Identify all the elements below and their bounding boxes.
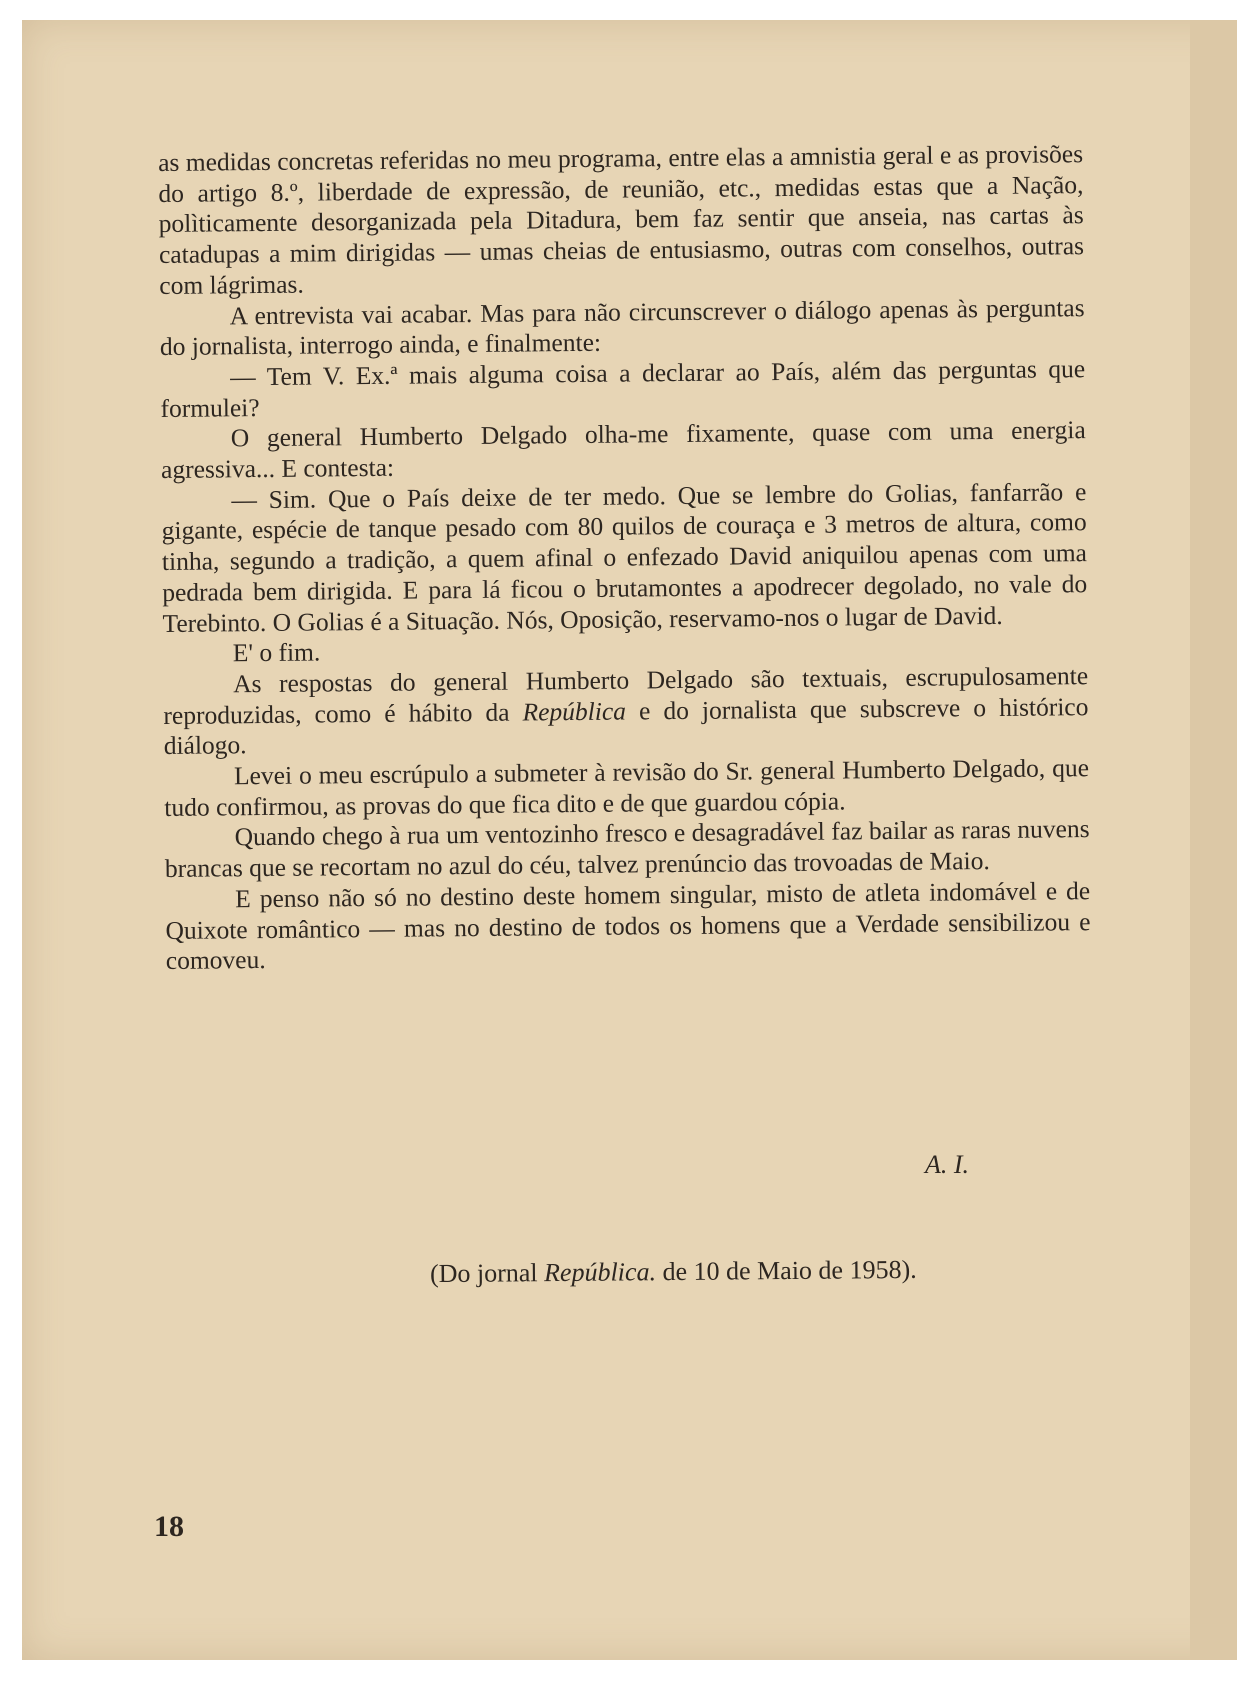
source-journal: República.	[543, 1257, 657, 1288]
paragraph-7	[163, 661, 1089, 762]
page-number: 18	[154, 1510, 184, 1543]
republica-title: República	[522, 696, 627, 727]
paragraph-5: — Sim. Que o País deixe de ter medo. Que se lembre do Golias, fanfarrão e gigante, espécie de tanque pesado com 80 quilos de couraça e 3 metros de altura, como tinha, segundo a tradição, a quem afinal o enfezado David aniquilou apenas com uma pedrada bem dirigida. E para lá ficou o brutamontes a apodrecer degolado, no vale do Terebinto. O Golias é a Situação. Nós, Oposição, reservamo-nos o lugar de David.	[161, 476, 1088, 638]
source-prefix: (Do jornal	[429, 1258, 545, 1289]
paragraph-3: — Tem V. Ex.ª mais alguma coisa a declarar ao País, além das perguntas que formulei?	[160, 354, 1086, 423]
paragraph-6: E' o fim.	[232, 637, 321, 668]
paragraph-7-a: As respostas do general Humberto Delgado são textuais, escrupulosamente reproduzidas, como é hábito da	[163, 661, 1089, 730]
paragraph-1: as medidas concretas referidas no meu programa, entre elas a amnistia geral e as provisões do artigo 8.º, liberdade de expressão, de reunião, etc., medidas estas que a Nação, polìticamente desorganizada pela Ditadura, bem faz sentir que anseia, nas cartas às catadupas a mim dirigidas — umas cheias de entusiasmo, outras com conselhos, outras com lágrimas.	[158, 139, 1085, 300]
paragraph-7-b: e do jornalista que subscreve o histórico diálogo.	[163, 691, 1089, 761]
paragraph-10: E penso não só no destino deste homem singular, misto de atleta indomável e de Quixote romântico — mas no destino de todos os homens que a Verdade sensibilizou e comoveu.	[165, 875, 1091, 976]
signature: A. I.	[925, 1150, 970, 1179]
paragraph-9: Quando chego à rua um ventozinho fresco e desagradável faz bailar as raras nuvens brancas que se recortam no azul do céu, talvez prenúncio das trovoadas de Maio.	[164, 814, 1090, 884]
paragraph-4: O general Humberto Delgado olha-me fixamente, quase com uma energia agressiva... E contesta:	[160, 415, 1086, 485]
paragraph-2: A entrevista vai acabar. Mas para não circunscrever o diálogo apenas às perguntas do jornalista, interrogo ainda, e finalmente:	[159, 292, 1085, 362]
source-suffix: de 10 de Maio de 1958).	[655, 1254, 917, 1287]
source-citation	[430, 1255, 917, 1289]
article-body	[158, 139, 1091, 977]
paper-edge	[1190, 20, 1237, 1660]
paragraph-8: Levei o meu escrúpulo a submeter à revisão do Sr. general Humberto Delgado, que tudo confirmou, as provas do que fica dito e de que guardou cópia.	[164, 753, 1090, 822]
